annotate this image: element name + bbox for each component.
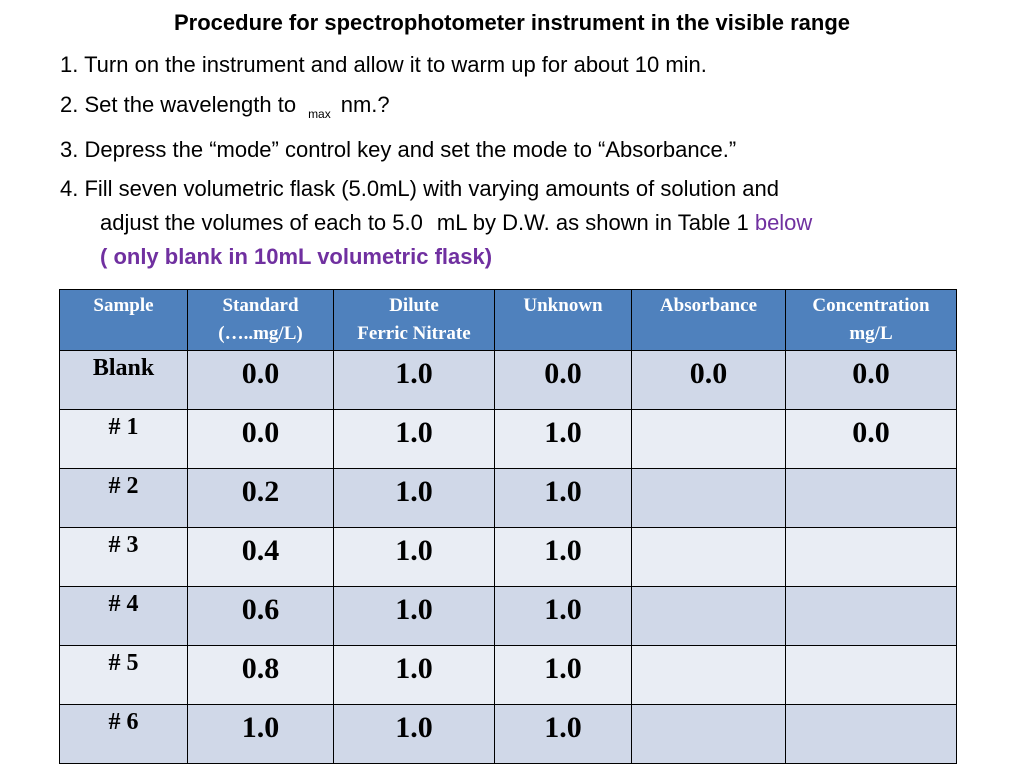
cell-unknown: 0.0: [495, 351, 632, 410]
table-header-row: [60, 290, 957, 351]
cell-concentration: [786, 705, 957, 764]
page-title: Procedure for spectrophotometer instrument in the visible range: [173, 10, 851, 35]
header-dilute: Dilute Ferric Nitrate: [334, 290, 495, 351]
table-row: [60, 528, 957, 587]
cell-concentration: 0.0: [786, 410, 957, 469]
cell-concentration: [786, 587, 957, 646]
step-2: [60, 92, 390, 121]
cell-sample: # 3: [60, 528, 188, 587]
table-row: [60, 351, 957, 410]
cell-concentration: [786, 646, 957, 705]
table-row: [60, 646, 957, 705]
cell-absorbance: [632, 410, 786, 469]
cell-absorbance: [632, 646, 786, 705]
cell-absorbance: [632, 528, 786, 587]
cell-standard: 1.0: [188, 705, 334, 764]
step-2-unit: nm.?: [340, 92, 390, 117]
table-row: [60, 469, 957, 528]
cell-dilute: 1.0: [334, 705, 495, 764]
cell-standard: 0.0: [188, 351, 334, 410]
cell-absorbance: [632, 587, 786, 646]
step-4-continued: [100, 210, 812, 236]
cell-sample: # 1: [60, 410, 188, 469]
cell-dilute: 1.0: [334, 646, 495, 705]
cell-unknown: 1.0: [495, 587, 632, 646]
header-sample: Sample: [60, 290, 188, 351]
cell-absorbance: [632, 469, 786, 528]
cell-dilute: 1.0: [334, 410, 495, 469]
step-2-text: 2. Set the wavelength to: [60, 92, 297, 117]
lambda-max-subscript: max: [308, 107, 331, 121]
cell-sample: # 6: [60, 705, 188, 764]
cell-dilute: 1.0: [334, 528, 495, 587]
step-4-below: below: [754, 210, 813, 235]
header-concentration: Concentration mg/L: [786, 290, 957, 351]
cell-standard: 0.2: [188, 469, 334, 528]
step-4-note: ( only blank in 10mL volumetric flask): [100, 244, 493, 269]
cell-standard: 0.4: [188, 528, 334, 587]
cell-sample: # 4: [60, 587, 188, 646]
cell-unknown: 1.0: [495, 469, 632, 528]
cell-dilute: 1.0: [334, 351, 495, 410]
table-row: [60, 587, 957, 646]
cell-concentration: [786, 528, 957, 587]
step-3: 3. Depress the “mode” control key and set the mode to “Absorbance.”: [60, 137, 737, 162]
cell-dilute: 1.0: [334, 587, 495, 646]
cell-dilute: 1.0: [334, 469, 495, 528]
cell-unknown: 1.0: [495, 646, 632, 705]
step-4-volume-text: adjust the volumes of each to 5.0: [100, 210, 423, 235]
cell-standard: 0.6: [188, 587, 334, 646]
cell-unknown: 1.0: [495, 705, 632, 764]
cell-standard: 0.8: [188, 646, 334, 705]
cell-unknown: 1.0: [495, 410, 632, 469]
cell-sample: # 5: [60, 646, 188, 705]
step-4: 4. Fill seven volumetric flask (5.0mL) with varying amounts of solution and: [60, 176, 779, 201]
cell-absorbance: 0.0: [632, 351, 786, 410]
cell-standard: 0.0: [188, 410, 334, 469]
data-table: [59, 289, 957, 764]
header-unknown: Unknown: [495, 290, 632, 351]
cell-unknown: 1.0: [495, 528, 632, 587]
table-row: [60, 705, 957, 764]
step-1: 1. Turn on the instrument and allow it to warm up for about 10 min.: [60, 52, 707, 77]
cell-absorbance: [632, 705, 786, 764]
header-absorbance: Absorbance: [632, 290, 786, 351]
header-standard: Standard (…..mg/L): [188, 290, 334, 351]
step-4-table-ref: mL by D.W. as shown in Table 1: [436, 210, 749, 235]
cell-sample: Blank: [60, 351, 188, 410]
cell-sample: # 2: [60, 469, 188, 528]
cell-concentration: 0.0: [786, 351, 957, 410]
table-row: [60, 410, 957, 469]
cell-concentration: [786, 469, 957, 528]
